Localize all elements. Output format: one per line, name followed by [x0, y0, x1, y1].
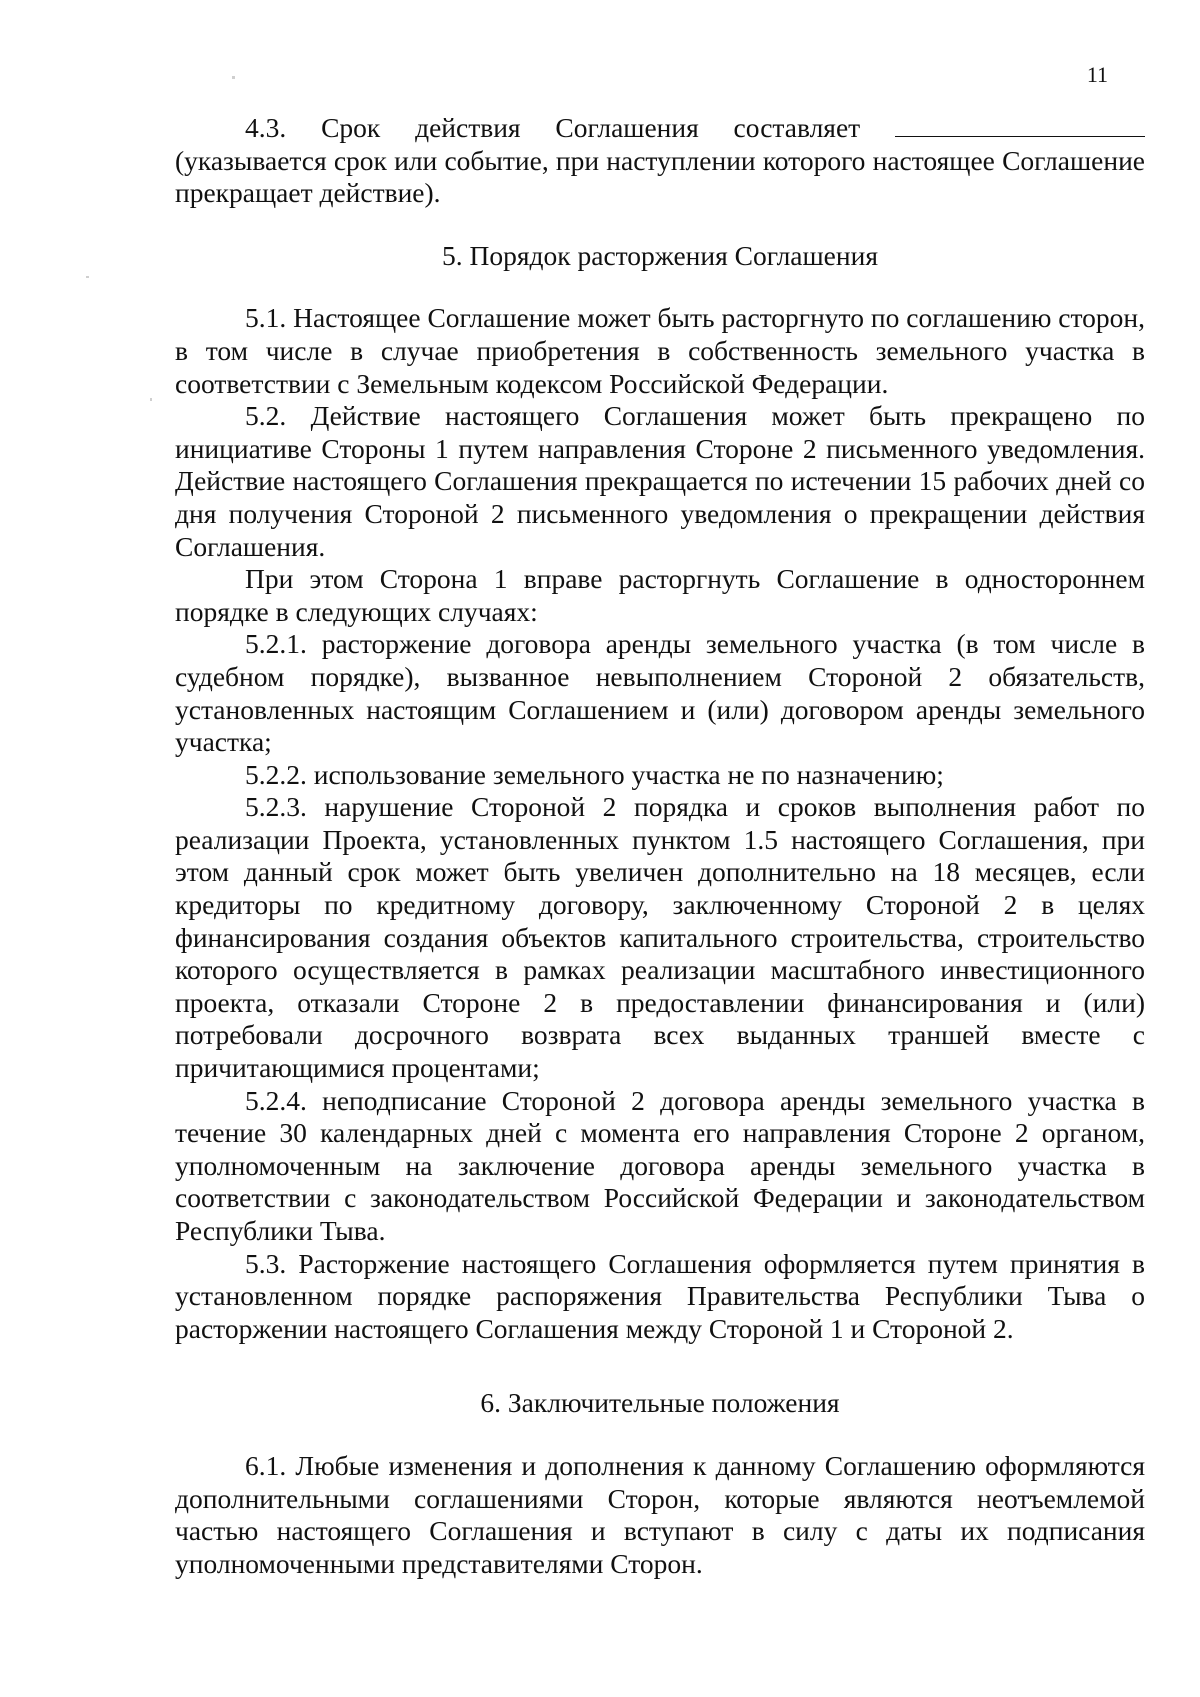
clause-4-3 [175, 112, 1145, 210]
page-number: 11 [1086, 62, 1108, 87]
clause-5-1: 5.1. Настоящее Соглашение может быть расторгнуто по соглашению сторон, в том числе в случае приобретения в собственность земельного участка в соответствии с Земельным кодексом Российской Федерации. [175, 302, 1145, 399]
clause-5-2-4: 5.2.4. неподписание Стороной 2 договора аренды земельного участка в течение 30 календарных дней с момента его направления Стороне 2 органом, уполномоченным на заключение договора аренды земельного участка в соответствии с законодательством Российской Федерации и законодательством Республики Тыва. [175, 1084, 1145, 1246]
clause-5-2-1: 5.2.1. расторжение договора аренды земельного участка (в том числе в судебном порядке), вызванное невыполнением Стороной 2 обязательств, установленных настоящим Соглашением и (или) договором аренды земельного участка; [175, 628, 1145, 758]
scan-speck [232, 76, 235, 79]
clause-5-2: 5.2. Действие настоящего Соглашения может быть прекращено по инициативе Стороны 1 путем направления Стороне 2 письменного уведомления. Действие настоящего Соглашения прекращается по истечении 15 рабочих дней со дня получения Стороной 2 письменного уведомления о прекращении действия Соглашения. [175, 400, 1145, 562]
clause-5-2-3: 5.2.3. нарушение Стороной 2 порядка и сроков выполнения работ по реализации Проекта, установленных пунктом 1.5 настоящего Соглашения, при этом данный срок может быть увеличен дополнительно на 18 месяцев, если кредиторы по кредитному договору, заключенному Стороной 2 в целях финансирования создания объектов капитального строительства, строительство которого осуществляется в рамках реализации масштабного инвестиционного проекта, отказали Стороне 2 в предоставлении финансирования и (или) потребовали досрочного возврата всех выданных траншей вместе с причитающимися процентами; [175, 791, 1145, 1084]
section-heading-6: 6. Заключительные положения [480, 1387, 840, 1419]
clause-5-2-2: 5.2.2. использование земельного участка не по назначению; [245, 758, 944, 790]
clause-4-3-text-end: (указывается срок или событие, при наступлении которого настоящее Соглашение прекращает действие). [175, 144, 1145, 209]
clause-4-3-text-start: 4.3. Срок действия Соглашения составляет [245, 112, 895, 143]
document-body [175, 112, 1145, 1580]
clause-5-3: 5.3. Расторжение настоящего Соглашения оформляется путем принятия в установленном порядке распоряжения Правительства Республики Тыва о расторжении настоящего Соглашения между Стороной 1 и Стороной 2. [175, 1247, 1145, 1344]
clause-5-2-cases: При этом Сторона 1 вправе расторгнуть Соглашение в одностороннем порядке в следующих случаях: [175, 563, 1145, 627]
scan-speck [86, 276, 89, 278]
clause-6-1: 6.1. Любые изменения и дополнения к данному Соглашению оформляются дополнительными соглашениями Сторон, которые являются неотъемлемой частью настоящего Соглашения и вступают в силу с даты их подписания уполномоченными представителями Сторон. [175, 1449, 1145, 1579]
scan-speck [150, 398, 152, 401]
section-heading-5: 5. Порядок расторжения Соглашения [442, 239, 878, 271]
fill-in-blank-line [895, 114, 1145, 137]
